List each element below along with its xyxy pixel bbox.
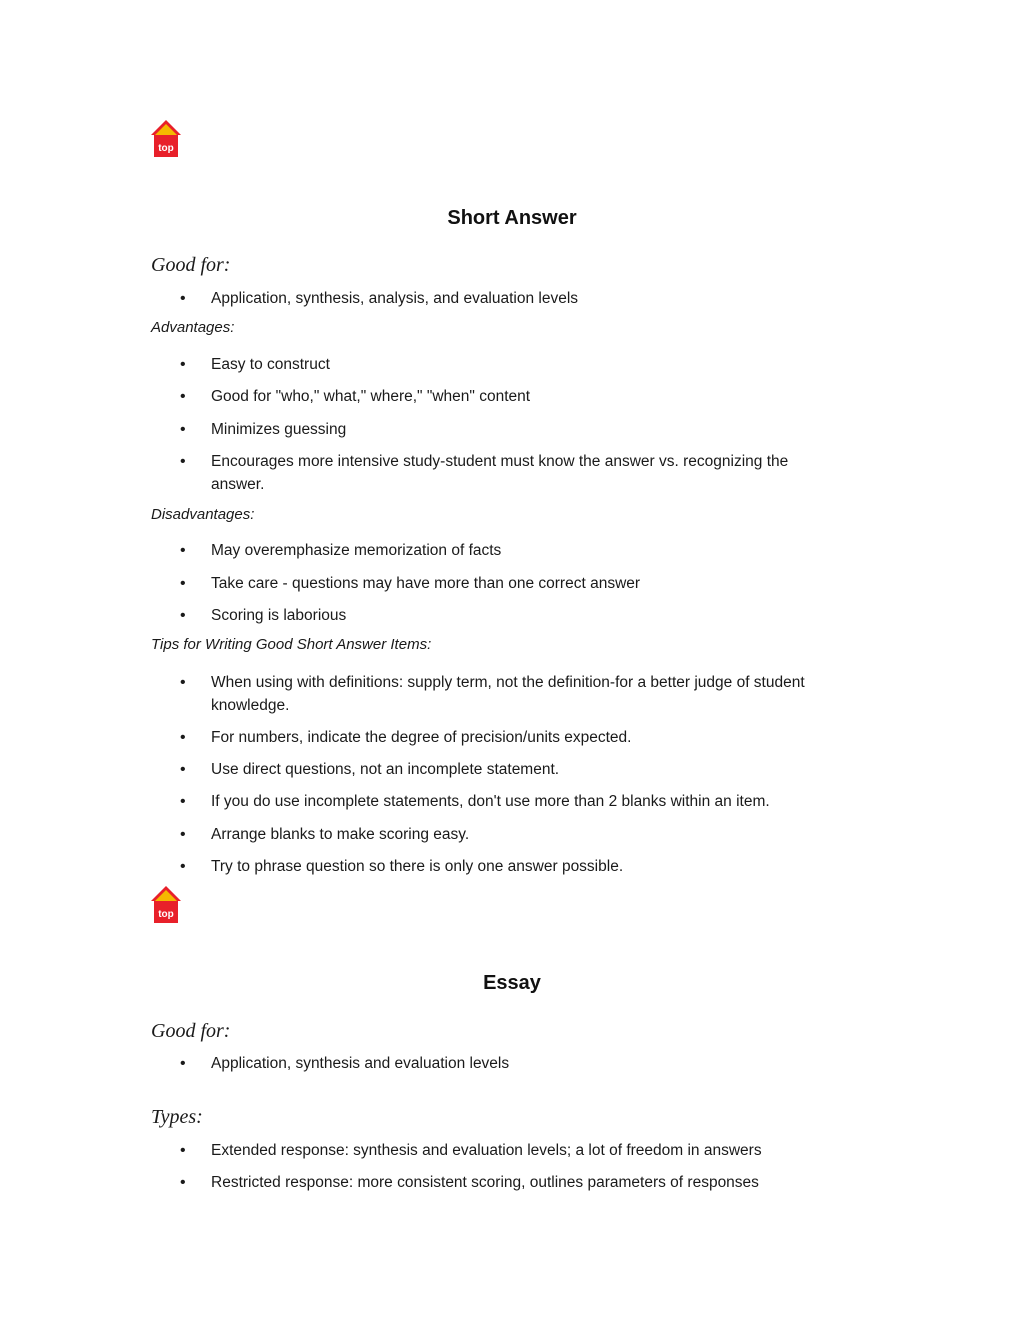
list-item: • Use direct questions, not an incomplete statement.	[180, 761, 560, 778]
list-item: • Restricted response: more consistent scoring, outlines parameters of responses	[180, 1174, 759, 1191]
list-item: • If you do use incomplete statements, don't use more than 2 blanks within an item.	[180, 793, 770, 810]
list-item: • May overemphasize memorization of facts	[180, 542, 502, 559]
top-icon[interactable]	[150, 119, 182, 159]
section-heading-short-answer: Short Answer	[447, 207, 577, 229]
list-item: • Application, synthesis and evaluation levels	[180, 1055, 510, 1072]
list-item: • Good for "who," what," where," "when" content	[180, 388, 531, 405]
types-label: Types:	[151, 1106, 203, 1128]
list-item: • Easy to construct	[180, 356, 330, 373]
section-heading-essay: Essay	[483, 972, 541, 994]
good-for-label: Good for:	[151, 1020, 231, 1042]
advantages-label: Advantages:	[151, 319, 235, 336]
list-item: • Try to phrase question so there is only one answer possible.	[180, 858, 624, 875]
list-item: • Arrange blanks to make scoring easy.	[180, 826, 470, 843]
svg-text:top: top	[158, 909, 174, 920]
tips-label: Tips for Writing Good Short Answer Items:	[151, 636, 432, 653]
good-for-label: Good for:	[151, 254, 231, 276]
disadvantages-label: Disadvantages:	[151, 506, 255, 523]
list-item: • When using with definitions: supply term, not the definition-for a better judge of student knowledge.	[180, 674, 805, 714]
list-item: • Minimizes guessing	[180, 421, 347, 438]
list-item: • Encourages more intensive study-student must know the answer vs. recognizing the answer.	[180, 453, 789, 493]
list-item: • Scoring is laborious	[180, 607, 347, 624]
list-item: • Take care - questions may have more than one correct answer	[180, 575, 641, 592]
list-item: • Extended response: synthesis and evaluation levels; a lot of freedom in answers	[180, 1142, 762, 1159]
list-item: • For numbers, indicate the degree of precision/units expected.	[180, 729, 632, 746]
top-icon[interactable]	[150, 885, 182, 925]
svg-text:top: top	[158, 143, 174, 154]
list-item: • Application, synthesis, analysis, and evaluation levels	[180, 290, 579, 307]
